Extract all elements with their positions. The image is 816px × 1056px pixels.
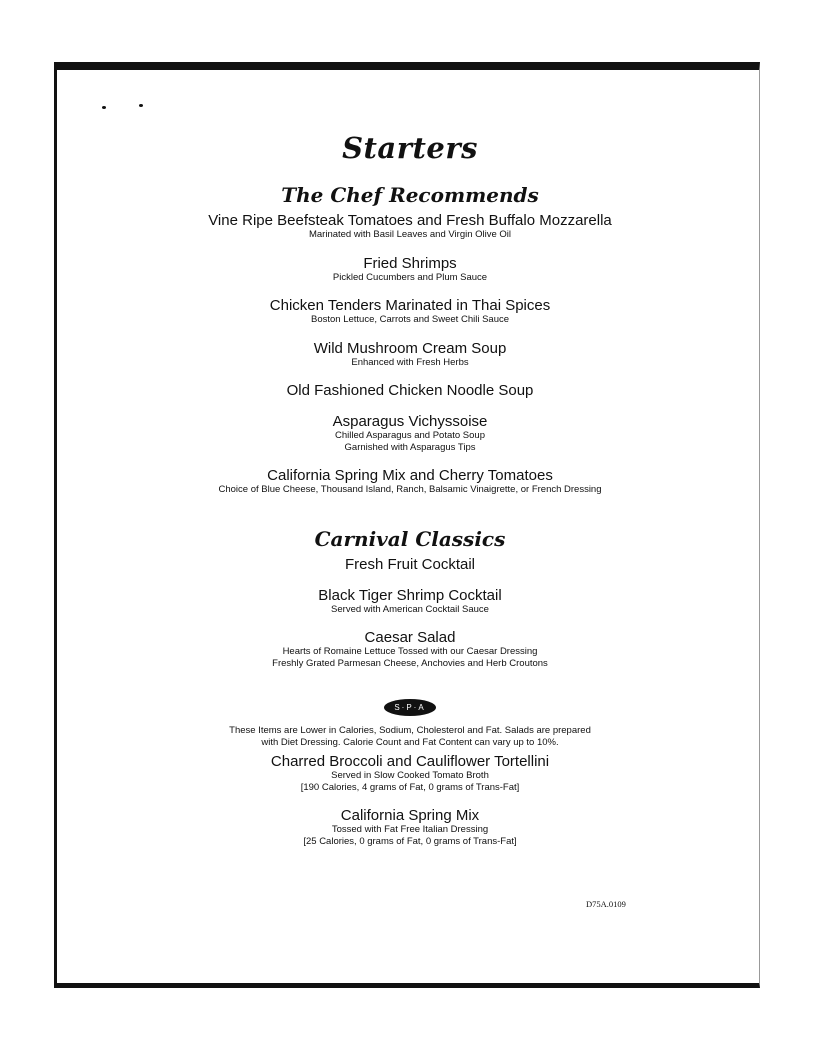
carnival-classics-list	[60, 556, 760, 670]
spa-logo: S·P·A	[384, 699, 436, 716]
menu-item-name: Fresh Fruit Cocktail	[344, 555, 476, 573]
menu-item	[60, 807, 760, 847]
menu-item-name: Old Fashioned Chicken Noodle Soup	[286, 382, 534, 399]
sub-title-chef-recommends: The Chef Recommends	[281, 183, 539, 207]
scan-speck	[139, 104, 143, 107]
menu-item-name: California Spring Mix	[340, 807, 480, 824]
menu-item	[60, 212, 760, 241]
menu-item	[60, 467, 760, 496]
menu-item-description: Choice of Blue Cheese, Thousand Island, Ranch, Balsamic Vinaigrette, or French Dressing	[218, 484, 602, 495]
menu-item-description: Boston Lettuce, Carrots and Sweet Chili Sauce	[310, 314, 510, 325]
menu-item-description: Served in Slow Cooked Tomato Broth	[331, 770, 489, 781]
menu-item-name: Caesar Salad	[364, 629, 456, 646]
menu-item-name: Fried Shrimps	[363, 254, 457, 272]
menu-item-name: Charred Broccoli and Cauliflower Tortellini	[270, 753, 550, 770]
menu-item	[60, 297, 760, 326]
spa-note: These Items are Lower in Calories, Sodium, Cholesterol and Fat. Salads are prepared with Diet Dressing. Calorie Count and Fat Content can vary up to 10%.	[229, 725, 591, 748]
menu-item-name: Vine Ripe Beefsteak Tomatoes and Fresh Buffalo Mozzarella	[208, 212, 612, 229]
scan-speck	[102, 106, 106, 109]
menu-item-description: Chilled Asparagus and Potato Soup	[335, 430, 485, 441]
menu-item-description: [190 Calories, 4 grams of Fat, 0 grams of Trans-Fat]	[300, 781, 520, 793]
menu-item-description: [25 Calories, 0 grams of Fat, 0 grams of Trans-Fat]	[303, 835, 517, 847]
menu-item-description: Marinated with Basil Leaves and Virgin Olive Oil	[308, 229, 512, 240]
section-title-starters: Starters	[342, 131, 478, 165]
menu-item	[60, 556, 760, 573]
menu-item-description: Served with American Cocktail Sauce	[331, 603, 489, 615]
menu-item	[60, 587, 760, 616]
spa-logo-wrap	[60, 695, 760, 715]
menu-item-name: Asparagus Vichyssoise	[332, 413, 488, 430]
menu-item-description: Tossed with Fat Free Italian Dressing	[331, 824, 489, 835]
menu-item-description: Garnished with Asparagus Tips	[344, 441, 476, 453]
chef-recommends-list	[60, 212, 760, 496]
menu-item-description: Freshly Grated Parmesan Cheese, Anchovies and Herb Croutons	[272, 657, 548, 669]
sub-title-carnival-classics: Carnival Classics	[314, 526, 506, 551]
menu-item	[60, 629, 760, 669]
spa-items-list	[60, 753, 760, 847]
menu-item-description: Hearts of Romaine Lettuce Tossed with our Caesar Dressing	[282, 646, 538, 657]
menu-item	[60, 382, 760, 399]
document-code: D75A.0109	[586, 899, 626, 909]
menu-item	[60, 340, 760, 369]
menu-item	[60, 255, 760, 284]
menu-page	[60, 128, 760, 847]
menu-item	[60, 753, 760, 793]
menu-item-name: Black Tiger Shrimp Cocktail	[318, 586, 502, 604]
menu-item-description: Pickled Cucumbers and Plum Sauce	[332, 271, 488, 283]
menu-item-name: Chicken Tenders Marinated in Thai Spices	[269, 297, 551, 314]
menu-item-name: Wild Mushroom Cream Soup	[313, 339, 507, 357]
menu-item	[60, 413, 760, 453]
menu-item-name: California Spring Mix and Cherry Tomatoes	[267, 467, 553, 484]
menu-item-description: Enhanced with Fresh Herbs	[351, 356, 469, 368]
